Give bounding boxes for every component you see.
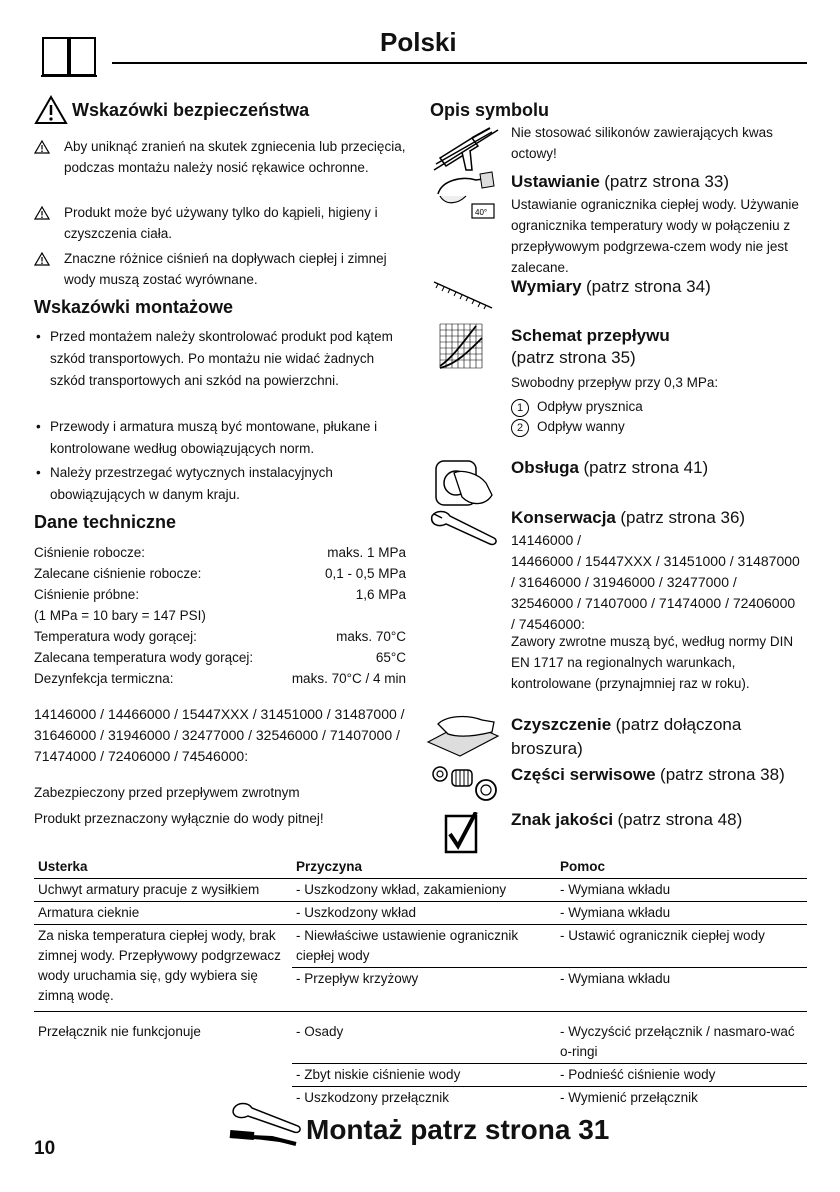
spec-row: Zalecane ciśnienie robocze: 0,1 - 0,5 MPa xyxy=(34,566,406,581)
spec-row: Zalecana temperatura wody gorącej: 65°C xyxy=(34,650,406,665)
spec-row: Ciśnienie próbne: 1,6 MPa xyxy=(34,587,406,602)
tech-title: Dane techniczne xyxy=(34,512,177,532)
quality-checkmark-icon xyxy=(444,812,480,859)
safety-item: Znaczne różnice ciśnień na dopływach ciepłej i zimnej wody muszą zostać wyrównane. xyxy=(34,248,410,290)
header-rule xyxy=(112,62,807,64)
flow-ref: (patrz strona 35) xyxy=(511,348,636,367)
header-cause: Przyczyna xyxy=(296,859,363,874)
book-icon xyxy=(40,34,98,83)
table-row: Przełącznik nie funkcjonuje - Osady - Wyczyścić przełącznik / nasmaro-wać o-ringi xyxy=(34,1012,807,1064)
operation-icon xyxy=(432,455,496,516)
warning-small-icon xyxy=(34,139,50,160)
table-row: Uchwyt armatury pracuje z wysiłkiem - Uszkodzony wkład, zakamieniony - Wymiana wkładu xyxy=(34,879,807,902)
quality-heading: Znak jakości (patrz strona 48) xyxy=(511,810,743,829)
spec-row: (1 MPa = 10 bary = 147 PSI) xyxy=(34,608,206,623)
flow-item-2: 2 Odpływ wanny xyxy=(511,416,625,437)
safety-item: Produkt może być używany tylko do kąpieli, higieny i czyszczenia ciała. xyxy=(34,202,410,244)
operation-heading: Obsługa (patrz strona 41) xyxy=(511,458,709,477)
cleaning-hand-icon xyxy=(426,712,502,763)
page-number: 10 xyxy=(34,1138,56,1159)
maintenance-text-3: Zawory zwrotne muszą być, według normy DIN EN 1717 na regionalnych warunkach, kontrolowane (przynajmniej raz w roku). xyxy=(511,634,794,691)
maintenance-heading: Konserwacja (patrz strona 36) xyxy=(511,508,746,527)
circled-number-1: 1 xyxy=(511,399,529,417)
tech-models: 14146000 / 14466000 / 15447XXX / 31451000 / 31487000 / 31646000 / 31946000 / 32477000 / 32546000 / 71407000 / 71474000 / 72406000 / 74546000: xyxy=(34,706,405,764)
tech-potable: Produkt przeznaczony wyłącznie do wody pitnej! xyxy=(34,811,324,826)
symbols-title: Opis symbolu xyxy=(430,100,550,120)
spare-parts-icon xyxy=(430,762,500,811)
flow-item-1: 1 Odpływ prysznica xyxy=(511,396,643,417)
safety-item: Aby uniknąć zranień na skutek zgniecenia lub przecięcia, podczas montażu należy nosić rękawice ochronne. xyxy=(34,136,410,178)
table-row: Za niska temperatura ciepłej wody, brak zimnej wody. Przepływowy podgrzewacz wody uruchamia się, gdy wybiera się zimną wodę. - Niewłaściwe ustawienie ogranicznik ciepłej wody - Ustawić ogranicznik ciepłej wody xyxy=(34,925,807,968)
table-row: - Uszkodzony przełącznik - Wymienić przełącznik xyxy=(296,1090,698,1105)
header-remedy: Pomoc xyxy=(560,859,606,874)
assembly-title: Wskazówki montażowe xyxy=(34,297,234,317)
parts-heading: Części serwisowe (patrz strona 38) xyxy=(511,765,785,784)
spec-row: Temperatura wody gorącej: maks. 70°C xyxy=(34,629,406,644)
safety-title: Wskazówki bezpieczeństwa xyxy=(72,100,310,120)
warning-small-icon xyxy=(34,251,50,272)
warning-small-icon xyxy=(34,205,50,226)
assembly-item: • Należy przestrzegać wytycznych instalacyjnych obowiązujących w danym kraju. xyxy=(34,462,410,506)
table-header-row xyxy=(34,856,807,879)
tools-icon xyxy=(226,1100,302,1157)
header-fault: Usterka xyxy=(38,859,88,874)
circled-number-2: 2 xyxy=(511,419,529,437)
assembly-item: • Przed montażem należy skontrolować produkt pod kątem szkód transportowych. Po montażu nie widać żadnych szkód transportowych ani szkód na powierzchni. xyxy=(34,326,410,392)
spec-row: Dezynfekcja termiczna: maks. 70°C / 4 min xyxy=(34,671,406,686)
maintenance-text-2: 14466000 / 15447XXX / 31451000 / 31487000 / 31646000 / 31946000 / 32477000 / 32546000 / 71407000 / 71474000 / 72406000 / 74546000: xyxy=(511,553,800,632)
table-row: Armatura cieknie - Uszkodzony wkład - Wymiana wkładu xyxy=(34,902,807,925)
page-title: Polski xyxy=(380,27,457,57)
svg-text:40°: 40° xyxy=(475,208,488,217)
spec-row: Ciśnienie robocze: maks. 1 MPa xyxy=(34,545,406,560)
table-row: - Zbyt niskie ciśnienie wody - Podnieść ciśnienie wody xyxy=(34,1064,807,1087)
cleaning-heading: Czyszczenie (patrz dołączona broszura) xyxy=(511,715,742,758)
dimensions-icon xyxy=(432,278,494,317)
mount-reference: Montaż patrz strona 31 xyxy=(306,1114,610,1145)
flow-text: Swobodny przepływ przy 0,3 MPa: xyxy=(511,375,719,390)
warning-icon xyxy=(34,95,68,130)
wrench-icon xyxy=(428,508,500,551)
flow-diagram-icon xyxy=(436,322,488,375)
thermostat-setting-icon xyxy=(432,170,498,227)
maintenance-text-1: 14146000 / xyxy=(511,532,582,548)
troubleshooting-table xyxy=(34,856,807,1109)
flow-heading: Schemat przepływu xyxy=(511,326,670,345)
dimensions-heading: Wymiary (patrz strona 34) xyxy=(511,277,711,296)
silicone-text: Nie stosować silikonów zawierających kwas octowy! xyxy=(511,125,773,161)
setting-text: Ustawianie ogranicznika ciepłej wody. Używanie ogranicznika temperatury wody w połączeniu z przepływowym podgrzewa-czem wody nie jest zalecane. xyxy=(511,197,799,275)
assembly-item: • Przewody i armatura muszą być montowane, płukane i kontrolowane według obowiązujących norm. xyxy=(34,416,410,460)
setting-heading: Ustawianie (patrz strona 33) xyxy=(511,172,729,191)
tech-backflow: Zabezpieczony przed przepływem zwrotnym xyxy=(34,785,300,800)
table-row: - Przepływ krzyżowy - Wymiana wkładu xyxy=(34,968,807,1012)
